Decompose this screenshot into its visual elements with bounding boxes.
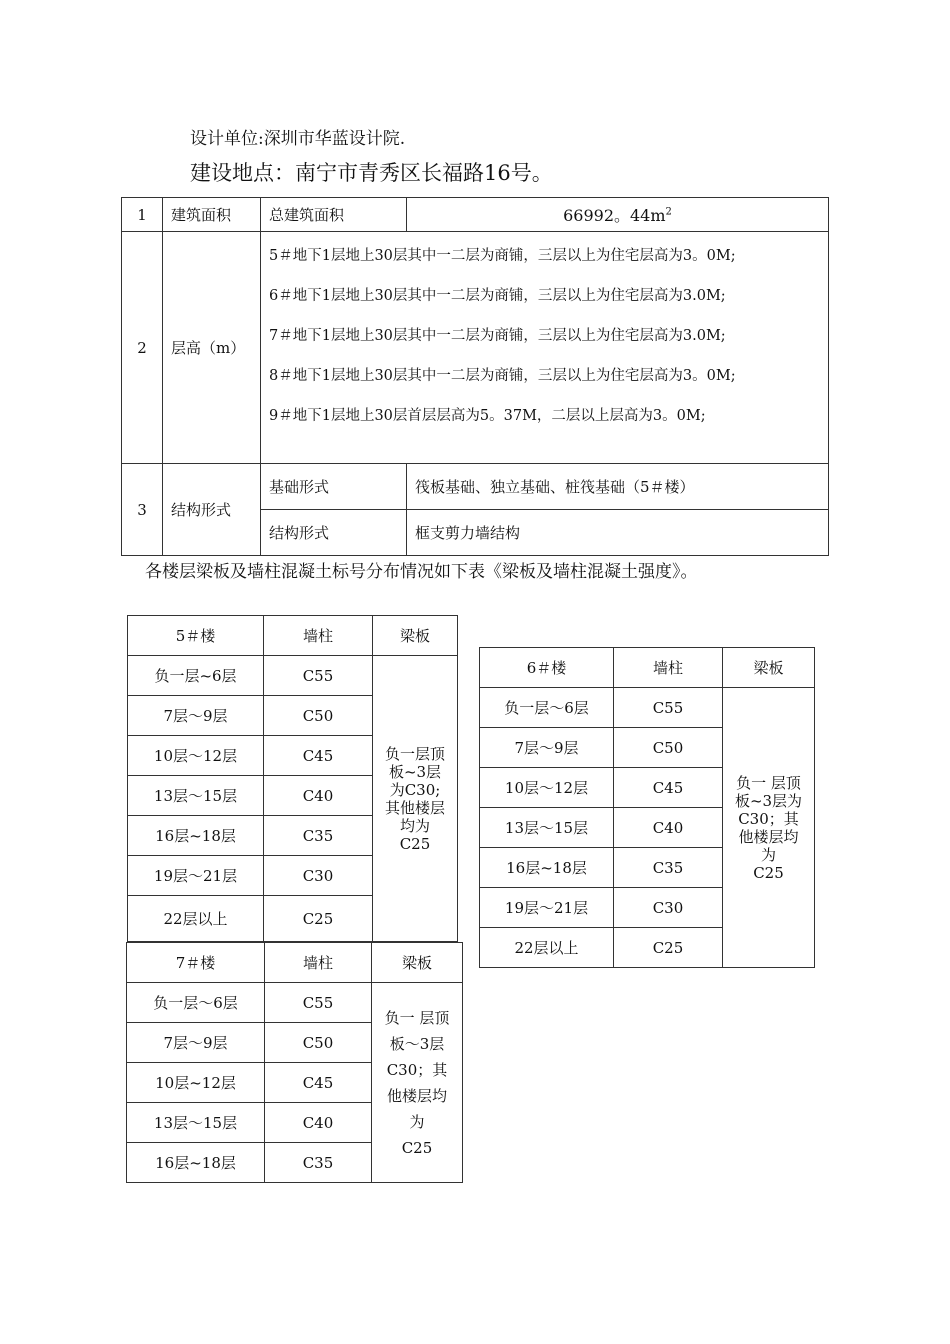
wall-column-grade: C25 xyxy=(264,896,373,942)
table-header-row xyxy=(128,616,458,656)
wall-column-grade: C40 xyxy=(265,1103,372,1143)
header-beam-slab: 梁板 xyxy=(723,648,815,688)
area-number: 66992。44m xyxy=(563,206,666,225)
floor-height-line: 5＃地下1层地上30层其中一二层为商铺，三层以上为住宅层高为3。0M; xyxy=(269,248,736,264)
note-line: 他楼层均 xyxy=(386,1086,447,1105)
floor-range: 13层～15层 xyxy=(127,1103,265,1143)
floor-range: 负一层～6层 xyxy=(127,983,265,1023)
floor-range: 22层以上 xyxy=(480,928,614,968)
wall-column-grade: C45 xyxy=(265,1063,372,1103)
floor-range: 负一层~6层 xyxy=(128,656,264,696)
floor-range: 13层～15层 xyxy=(128,776,264,816)
area-unit-superscript: 2 xyxy=(665,206,672,218)
item-label: 结构形式 xyxy=(163,464,261,556)
wall-column-grade: C55 xyxy=(264,656,373,696)
table-row xyxy=(122,464,829,510)
header-building: 6＃楼 xyxy=(480,648,614,688)
wall-column-grade: C40 xyxy=(614,808,723,848)
note-line: C30；其 xyxy=(386,1060,448,1079)
header-wall-column: 墙柱 xyxy=(614,648,723,688)
floor-height-line: 7＃地下1层地上30层其中一二层为商铺，三层以上为住宅层高为3.0M; xyxy=(269,328,726,344)
sub-item-label: 总建筑面积 xyxy=(261,198,407,232)
note-line: 他楼层均 xyxy=(738,827,799,846)
floor-range: 16层~18层 xyxy=(127,1143,265,1183)
note-line: C25 xyxy=(399,834,431,853)
floor-range: 10层～12层 xyxy=(480,768,614,808)
note-line: 为C30; xyxy=(389,780,441,799)
floor-range: 10层~12层 xyxy=(127,1063,265,1103)
note-line: 均为 xyxy=(399,816,430,835)
floor-range: 19层～21层 xyxy=(128,856,264,896)
table-row xyxy=(122,198,829,232)
header-beam-slab: 梁板 xyxy=(372,943,463,983)
header-building: 5＃楼 xyxy=(128,616,264,656)
item-label: 建筑面积 xyxy=(163,198,261,232)
wall-column-grade: C50 xyxy=(264,696,373,736)
table-header-row xyxy=(127,943,463,983)
note-line: 板～3层 xyxy=(389,1034,445,1053)
table-header-row xyxy=(480,648,815,688)
floor-range: 22层以上 xyxy=(128,896,264,942)
note-line: 负一 层顶 xyxy=(384,1008,450,1027)
building-5-concrete-table xyxy=(127,615,458,942)
note-line: 板~3层 xyxy=(388,762,442,781)
foundation-type-value: 筏板基础、独立基础、桩筏基础（5＃楼） xyxy=(407,464,829,510)
floor-range: 7层～9层 xyxy=(127,1023,265,1063)
floor-range: 13层～15层 xyxy=(480,808,614,848)
header-beam-slab: 梁板 xyxy=(373,616,458,656)
beam-slab-grade-note xyxy=(372,983,463,1183)
note-line: 板~3层为 xyxy=(734,791,803,810)
header-building: 7＃楼 xyxy=(127,943,265,983)
header-wall-column: 墙柱 xyxy=(265,943,372,983)
project-info-table xyxy=(121,197,829,556)
floor-range: 10层～12层 xyxy=(128,736,264,776)
note-line: 为 xyxy=(760,845,776,864)
row-number: 3 xyxy=(122,464,163,556)
floor-range: 16层~18层 xyxy=(480,848,614,888)
construction-site: 建设地点：南宁市青秀区长福路16号。 xyxy=(190,161,553,185)
floor-range: 19层～21层 xyxy=(480,888,614,928)
floor-height-line: 9＃地下1层地上30层首层层高为5。37M，二层以上层高为3。0M; xyxy=(269,408,706,424)
wall-column-grade: C45 xyxy=(264,736,373,776)
concrete-grade-note: 各楼层梁板及墙柱混凝土标号分布情况如下表《梁板及墙柱混凝土强度》。 xyxy=(145,562,698,582)
floor-range: 负一层～6层 xyxy=(480,688,614,728)
table-row xyxy=(128,656,458,696)
floor-height-line: 6＃地下1层地上30层其中一二层为商铺，三层以上为住宅层高为3.0M; xyxy=(269,288,726,304)
header-wall-column: 墙柱 xyxy=(264,616,373,656)
note-line: C30；其 xyxy=(738,809,799,828)
wall-column-grade: C50 xyxy=(614,728,723,768)
note-line: 负一 层顶 xyxy=(736,773,801,792)
wall-column-grade: C40 xyxy=(264,776,373,816)
wall-column-grade: C55 xyxy=(614,688,723,728)
wall-column-grade: C30 xyxy=(614,888,723,928)
note-line: 负一层顶 xyxy=(384,744,445,763)
floor-height-line: 8＃地下1层地上30层其中一二层为商铺，三层以上为住宅层高为3。0M; xyxy=(269,368,736,384)
wall-column-grade: C50 xyxy=(265,1023,372,1063)
note-line: C25 xyxy=(753,863,784,882)
building-6-concrete-table xyxy=(479,647,815,968)
structure-type-value: 框支剪力墙结构 xyxy=(407,510,829,556)
note-line: 其他楼层 xyxy=(384,798,445,817)
wall-column-grade: C35 xyxy=(265,1143,372,1183)
table-row xyxy=(127,983,463,1023)
wall-column-grade: C35 xyxy=(614,848,723,888)
sub-item-label: 基础形式 xyxy=(261,464,407,510)
total-area-value xyxy=(407,198,829,232)
wall-column-grade: C45 xyxy=(614,768,723,808)
floor-range: 16层~18层 xyxy=(128,816,264,856)
note-line: 为 xyxy=(409,1112,425,1131)
floor-range: 7层～9层 xyxy=(480,728,614,768)
sub-item-label: 结构形式 xyxy=(261,510,407,556)
table-row xyxy=(122,232,829,464)
beam-slab-grade-note xyxy=(373,656,458,942)
floor-range: 7层～9层 xyxy=(128,696,264,736)
design-unit: 设计单位:深圳市华蓝设计院. xyxy=(190,129,406,149)
wall-column-grade: C25 xyxy=(614,928,723,968)
row-number: 2 xyxy=(122,232,163,464)
wall-column-grade: C35 xyxy=(264,816,373,856)
note-line: C25 xyxy=(401,1138,433,1157)
table-row xyxy=(480,688,815,728)
row-number: 1 xyxy=(122,198,163,232)
building-7-concrete-table xyxy=(126,942,463,1183)
wall-column-grade: C30 xyxy=(264,856,373,896)
wall-column-grade: C55 xyxy=(265,983,372,1023)
item-label: 层高（m） xyxy=(163,232,261,464)
beam-slab-grade-note xyxy=(723,688,815,968)
floor-height-details xyxy=(261,232,829,464)
